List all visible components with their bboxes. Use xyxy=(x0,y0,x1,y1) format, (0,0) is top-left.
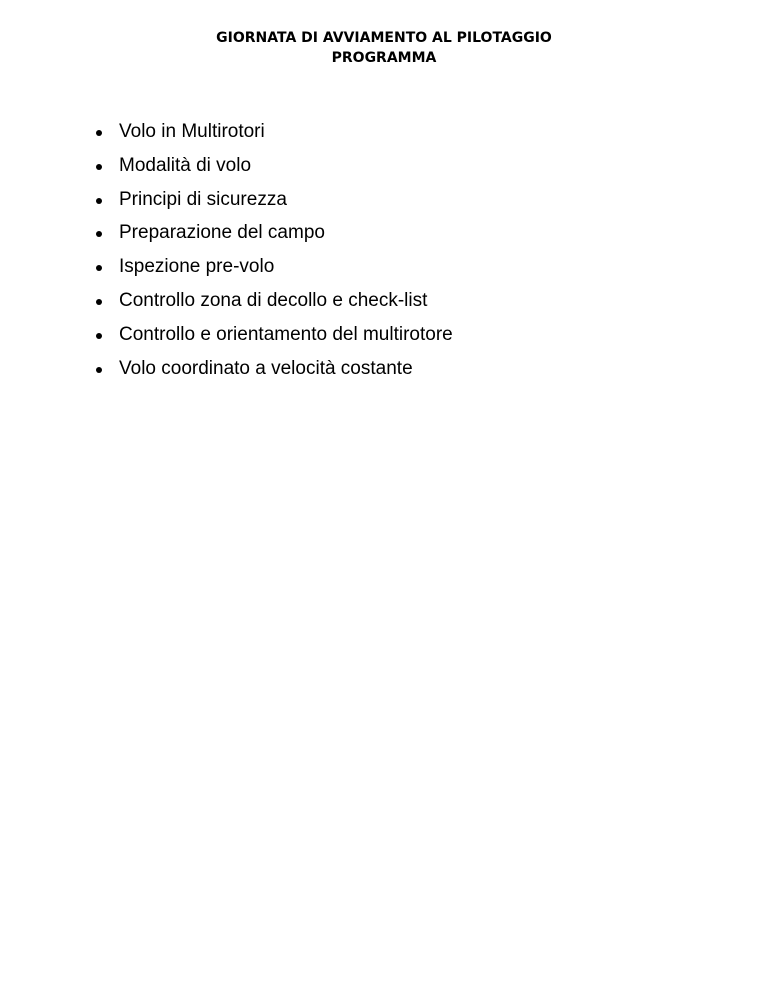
bullet-icon xyxy=(96,198,102,204)
bullet-icon xyxy=(96,333,102,339)
list-item-text: Volo coordinato a velocità costante xyxy=(119,357,413,379)
bullet-icon xyxy=(96,231,102,237)
list-item-text: Preparazione del campo xyxy=(119,222,325,244)
list-item xyxy=(0,255,700,289)
list-item xyxy=(0,323,700,357)
bullet-icon xyxy=(96,367,102,373)
list-item xyxy=(0,188,700,222)
list-item-text: Principi di sicurezza xyxy=(119,188,287,210)
document-header xyxy=(0,28,768,68)
bullet-icon xyxy=(96,130,102,136)
bullet-icon xyxy=(96,265,102,271)
list-item xyxy=(0,357,700,391)
document-title: GIORNATA DI AVVIAMENTO AL PILOTAGGIO xyxy=(216,30,552,46)
list-item-text: Ispezione pre-volo xyxy=(119,256,275,278)
list-item xyxy=(0,221,700,255)
list-item-text: Controllo zona di decollo e check-list xyxy=(119,289,428,311)
list-item xyxy=(0,120,700,154)
list-item xyxy=(0,154,700,188)
program-list xyxy=(0,120,700,390)
bullet-icon xyxy=(96,299,102,305)
list-item-text: Volo in Multirotori xyxy=(119,121,265,142)
list-item-text: Controllo e orientamento del multirotore xyxy=(119,323,453,345)
list-item-text: Modalità di volo xyxy=(119,154,252,176)
bullet-icon xyxy=(96,164,102,170)
document-subtitle: PROGRAMMA xyxy=(331,50,437,66)
list-item xyxy=(0,289,700,323)
